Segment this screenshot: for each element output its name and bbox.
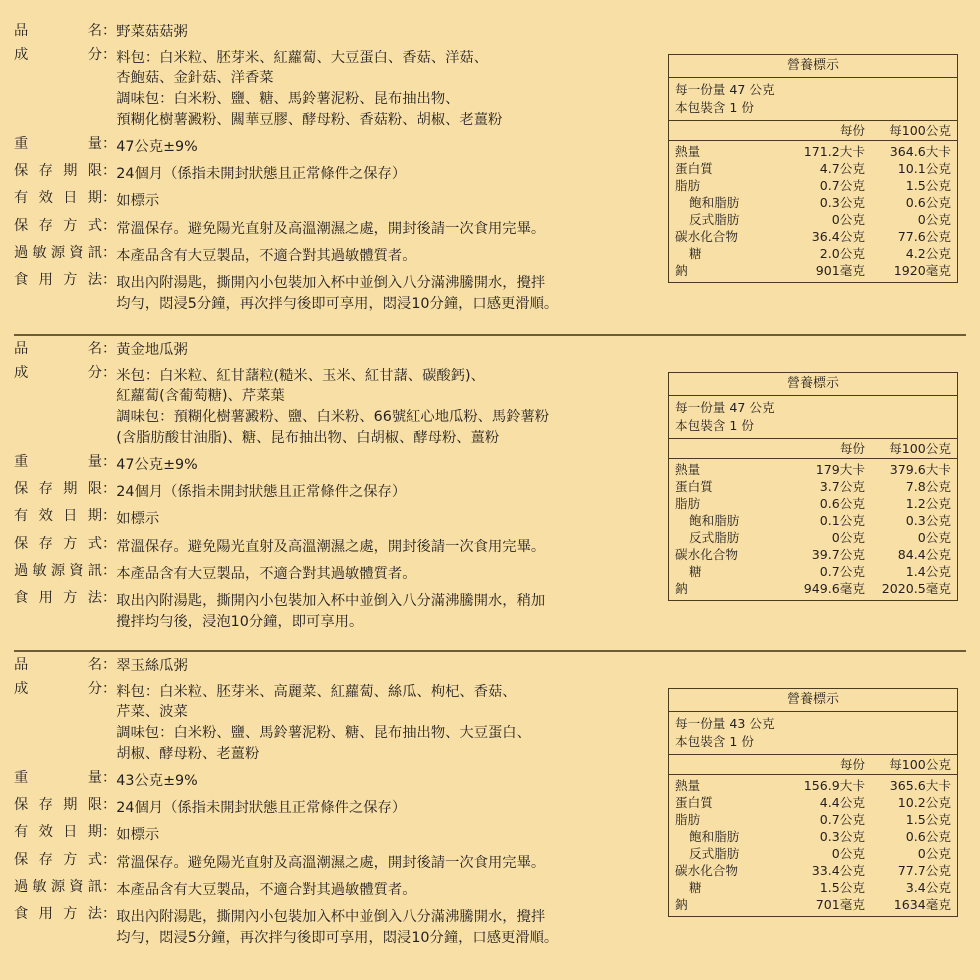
nutrient-name: 碳水化合物 (675, 228, 738, 244)
nutrient-per-100g: 0.3公克 (905, 512, 951, 528)
storage-method-label: 保 存 方 式 (14, 217, 102, 234)
nutrition-panel (668, 688, 958, 917)
nutrient-per-serving: 0公克 (831, 845, 865, 861)
expiry-date-line: 如標示 (116, 827, 160, 844)
colon: ： (102, 657, 117, 673)
shelf-life-value (116, 798, 674, 819)
ingredients-row (14, 682, 674, 765)
nutrition-row (675, 580, 951, 597)
ingredients-label: 成 分 (14, 46, 102, 63)
colon: ： (102, 364, 117, 381)
nutrient-name: 脂肪 (675, 177, 701, 193)
nutrition-header-blank (675, 123, 777, 139)
shelf-life-label: 保 存 期 限 (14, 481, 102, 498)
product-info (14, 24, 674, 315)
colon: ： (102, 508, 117, 525)
nutrition-header-blank (675, 757, 777, 773)
nutrient-name: 鈉 (675, 262, 688, 278)
allergen-info-row (14, 564, 674, 585)
nutrient-per-serving: 1.5公克 (819, 879, 865, 895)
nutrition-body (669, 459, 957, 599)
colon: ： (102, 136, 117, 153)
nutrition-row (675, 461, 951, 478)
nutrition-body (669, 775, 957, 915)
nutrient-per-100g: 0公克 (917, 211, 951, 227)
product-block (14, 334, 966, 650)
nutrient-name: 脂肪 (675, 811, 701, 827)
weight-label: 重 量 (14, 454, 102, 471)
allergen-info-label: 過 敏 源 資 訊 (14, 562, 102, 579)
expiry-date-label: 有 效 日 期 (14, 508, 102, 525)
usage-method-value (116, 907, 674, 948)
nutrient-per-serving: 0.6公克 (819, 495, 865, 511)
product-name-label: 品 名 (14, 341, 102, 357)
nutrition-header-per-100g: 每100公克 (889, 122, 951, 138)
storage-method-label: 保 存 方 式 (14, 535, 102, 552)
weight-line: 47公克±9% (116, 139, 198, 156)
ingredients-line: 紅蘿蔔(含葡萄糖)、芹菜葉 (116, 388, 285, 405)
nutrient-name: 蛋白質 (675, 794, 713, 810)
nutrition-row (675, 512, 951, 529)
nutrient-per-serving: 0公克 (831, 529, 865, 545)
ingredients-line: 料包：白米粒、胚芽米、高麗菜、紅蘿蔔、絲瓜、枸杞、香菇、 (116, 683, 517, 700)
usage-method-label: 食 用 方 法 (14, 906, 102, 923)
nutrient-name: 飽和脂肪 (689, 828, 740, 844)
nutrient-per-serving: 33.4公克 (811, 862, 865, 878)
nutrient-per-serving: 0.7公克 (819, 811, 865, 827)
nutrition-row (675, 862, 951, 879)
nutrient-per-serving: 171.2大卡 (803, 144, 865, 160)
nutrient-per-serving: 0.1公克 (819, 512, 865, 528)
expiry-date-label: 有 效 日 期 (14, 190, 102, 207)
nutrient-name: 反式脂肪 (689, 845, 740, 861)
colon: ： (102, 454, 117, 471)
product-name-line: 野菜菇菇粥 (116, 24, 188, 40)
colon: ： (102, 680, 117, 697)
nutrition-row (675, 228, 951, 245)
storage-method-row (14, 853, 674, 874)
serving-size: 每一份量 47 公克 (675, 400, 775, 416)
allergen-info-label: 過 敏 源 資 訊 (14, 878, 102, 895)
product-name-label: 品 名 (14, 657, 102, 673)
shelf-life-line: 24個月（係指未開封狀態且正常條件之保存） (116, 800, 407, 817)
ingredients-line: 芹菜、波菜 (116, 704, 188, 721)
shelf-life-value (116, 164, 674, 185)
nutrition-header-row (669, 439, 957, 460)
storage-method-value (116, 853, 674, 874)
nutrient-per-100g: 0.6公克 (905, 828, 951, 844)
expiry-date-value (116, 825, 674, 846)
nutrient-per-serving: 36.4公克 (811, 228, 865, 244)
nutrient-name: 鈉 (675, 896, 688, 912)
colon: ： (102, 851, 117, 868)
nutrition-row (675, 245, 951, 262)
colon: ： (102, 244, 117, 261)
nutrient-per-100g: 1920毫克 (893, 262, 951, 278)
nutrient-per-100g: 2020.5毫克 (881, 580, 951, 596)
shelf-life-label: 保 存 期 限 (14, 797, 102, 814)
product-name-row (14, 342, 674, 359)
shelf-life-label: 保 存 期 限 (14, 163, 102, 180)
nutrient-per-serving: 901毫克 (815, 262, 865, 278)
colon: ： (102, 562, 117, 579)
product-name-line: 翠玉絲瓜粥 (116, 658, 188, 674)
product-name-row (14, 24, 674, 41)
nutrition-header-row (669, 121, 957, 142)
ingredients-row (14, 48, 674, 131)
ingredients-row (14, 366, 674, 449)
nutrient-per-100g: 10.2公克 (897, 794, 951, 810)
allergen-info-line: 本產品含有大豆製品，不適合對其過敏體質者。 (116, 247, 417, 264)
nutrient-name: 鈉 (675, 580, 688, 596)
storage-method-label: 保 存 方 式 (14, 851, 102, 868)
weight-value (116, 455, 674, 476)
nutrient-per-100g: 364.6大卡 (889, 144, 951, 160)
weight-line: 47公克±9% (116, 457, 198, 474)
nutrient-per-100g: 0.6公克 (905, 194, 951, 210)
nutrition-row (675, 495, 951, 512)
ingredients-line: 胡椒、酵母粉、老薑粉 (116, 745, 260, 762)
nutrient-name: 蛋白質 (675, 478, 713, 494)
nutrient-per-100g: 1.4公克 (905, 563, 951, 579)
usage-method-row (14, 591, 674, 632)
weight-line: 43公克±9% (116, 773, 198, 790)
ingredients-label: 成 分 (14, 364, 102, 381)
shelf-life-line: 24個月（係指未開封狀態且正常條件之保存） (116, 166, 407, 183)
shelf-life-row (14, 164, 674, 185)
nutrition-panel (668, 54, 958, 283)
nutrition-header-per-100g: 每100公克 (889, 440, 951, 456)
nutrient-per-serving: 0.3公克 (819, 194, 865, 210)
product-block (14, 18, 966, 334)
usage-method-label: 食 用 方 法 (14, 272, 102, 289)
colon: ： (102, 878, 117, 895)
nutrition-header-per-100g: 每100公克 (889, 756, 951, 772)
nutrient-per-100g: 0公克 (917, 845, 951, 861)
nutrient-name: 碳水化合物 (675, 862, 738, 878)
nutrient-name: 飽和脂肪 (689, 512, 740, 528)
weight-row (14, 137, 674, 158)
serving-info (669, 712, 957, 754)
usage-method-line: 均勻，悶浸5分鐘，再次拌勻後即可享用，悶浸10分鐘，口感更滑順。 (116, 295, 559, 312)
allergen-info-row (14, 880, 674, 901)
allergen-info-line: 本產品含有大豆製品，不適合對其過敏體質者。 (116, 881, 417, 898)
expiry-date-row (14, 191, 674, 212)
colon: ： (102, 163, 117, 180)
nutrient-per-serving: 179大卡 (815, 462, 865, 478)
nutrition-header-blank (675, 441, 777, 457)
nutrient-per-serving: 0.7公克 (819, 563, 865, 579)
usage-method-value (116, 273, 674, 314)
nutrition-title: 營養標示 (669, 373, 957, 396)
nutrient-name: 反式脂肪 (689, 529, 740, 545)
nutrition-row (675, 177, 951, 194)
nutrient-per-serving: 3.7公克 (819, 478, 865, 494)
nutrition-row (675, 794, 951, 811)
allergen-info-label: 過 敏 源 資 訊 (14, 244, 102, 261)
nutrient-per-serving: 949.6毫克 (803, 580, 865, 596)
nutrition-row (675, 160, 951, 177)
weight-label: 重 量 (14, 136, 102, 153)
nutrition-row (675, 211, 951, 228)
nutrition-header-per-serving: 每份 (839, 756, 865, 772)
nutrition-row (675, 563, 951, 580)
nutrition-body (669, 141, 957, 281)
usage-method-label: 食 用 方 法 (14, 590, 102, 607)
shelf-life-value (116, 482, 674, 503)
product-name-label: 品 名 (14, 23, 102, 39)
usage-method-row (14, 273, 674, 314)
shelf-life-row (14, 482, 674, 503)
product-block (14, 650, 966, 966)
expiry-date-value (116, 509, 674, 530)
nutrition-panel (668, 372, 958, 601)
nutrient-name: 熱量 (675, 778, 701, 794)
shelf-life-row (14, 798, 674, 819)
serving-size: 每一份量 47 公克 (675, 82, 775, 98)
nutrient-name: 糖 (689, 879, 702, 895)
nutrient-per-serving: 4.4公克 (819, 794, 865, 810)
nutrient-per-100g: 1.5公克 (905, 811, 951, 827)
nutrient-per-100g: 1634毫克 (893, 896, 951, 912)
ingredients-value (116, 366, 674, 449)
storage-method-row (14, 219, 674, 240)
usage-method-line: 取出內附湯匙，撕開內小包裝加入杯中並倒入八分滿沸騰開水，稍加 (116, 593, 546, 610)
nutrient-name: 碳水化合物 (675, 546, 738, 562)
nutrient-per-100g: 1.2公克 (905, 495, 951, 511)
nutrient-name: 糖 (689, 563, 702, 579)
nutrient-per-100g: 0公克 (917, 529, 951, 545)
nutrition-row (675, 478, 951, 495)
colon: ： (102, 824, 117, 841)
serving-info (669, 396, 957, 438)
ingredients-value (116, 682, 674, 765)
weight-row (14, 771, 674, 792)
nutrient-per-serving: 701毫克 (815, 896, 865, 912)
nutrient-per-100g: 1.5公克 (905, 177, 951, 193)
allergen-info-line: 本產品含有大豆製品，不適合對其過敏體質者。 (116, 565, 417, 582)
product-name-row (14, 658, 674, 675)
nutrient-name: 脂肪 (675, 495, 701, 511)
nutrient-per-100g: 4.2公克 (905, 245, 951, 261)
nutrition-header-row (669, 755, 957, 776)
colon: ： (102, 481, 117, 498)
nutrition-row (675, 143, 951, 160)
colon: ： (102, 535, 117, 552)
product-name-line: 黃金地瓜粥 (116, 342, 188, 358)
nutrition-row (675, 811, 951, 828)
allergen-info-value (116, 880, 674, 901)
product-info (14, 658, 674, 949)
nutrition-row (675, 879, 951, 896)
nutrition-row (675, 845, 951, 862)
nutrition-row (675, 777, 951, 794)
expiry-date-line: 如標示 (116, 511, 160, 528)
nutrient-name: 熱量 (675, 462, 701, 478)
ingredients-line: 調味包：白米粉、鹽、糖、馬鈴薯泥粉、昆布抽出物、 (116, 91, 460, 108)
usage-method-line: 均勻，悶浸5分鐘，再次拌勻後即可享用，悶浸10分鐘，口感更滑順。 (116, 929, 559, 946)
product-name-value (116, 24, 674, 41)
nutrition-row (675, 828, 951, 845)
colon: ： (102, 797, 117, 814)
nutrition-title: 營養標示 (669, 689, 957, 712)
nutrition-row (675, 262, 951, 279)
ingredients-line: 杏鮑菇、金針菇、洋香菜 (116, 70, 274, 87)
nutrient-per-100g: 84.4公克 (897, 546, 951, 562)
usage-method-value (116, 591, 674, 632)
colon: ： (102, 217, 117, 234)
nutrient-per-serving: 39.7公克 (811, 546, 865, 562)
expiry-date-row (14, 509, 674, 530)
weight-value (116, 137, 674, 158)
storage-method-row (14, 537, 674, 558)
nutrient-per-serving: 0公克 (831, 211, 865, 227)
nutrition-row (675, 194, 951, 211)
allergen-info-value (116, 246, 674, 267)
ingredients-value (116, 48, 674, 131)
allergen-info-row (14, 246, 674, 267)
expiry-date-label: 有 效 日 期 (14, 824, 102, 841)
nutrient-name: 熱量 (675, 144, 701, 160)
nutrition-row (675, 529, 951, 546)
colon: ： (102, 190, 117, 207)
usage-method-line: 取出內附湯匙，撕開內小包裝加入杯中並倒入八分滿沸騰開水，攪拌 (116, 275, 546, 292)
product-name-value (116, 658, 674, 675)
colon: ： (102, 770, 117, 787)
nutrient-per-100g: 7.8公克 (905, 478, 951, 494)
usage-method-line: 攪拌均勻後，浸泡10分鐘，即可享用。 (116, 613, 364, 630)
nutrient-per-100g: 3.4公克 (905, 879, 951, 895)
nutrient-per-serving: 0.7公克 (819, 177, 865, 193)
nutrition-row (675, 896, 951, 913)
colon: ： (102, 906, 117, 923)
usage-method-row (14, 907, 674, 948)
colon: ： (102, 46, 117, 63)
nutrient-per-serving: 156.9大卡 (803, 778, 865, 794)
expiry-date-line: 如標示 (116, 193, 160, 210)
weight-value (116, 771, 674, 792)
colon: ： (102, 590, 117, 607)
weight-row (14, 455, 674, 476)
ingredients-line: 料包：白米粒、胚芽米、紅蘿蔔、大豆蛋白、香菇、洋菇、 (116, 49, 489, 66)
nutrient-per-100g: 77.6公克 (897, 228, 951, 244)
storage-method-line: 常溫保存。避免陽光直射及高溫潮濕之處，開封後請一次食用完畢。 (116, 220, 546, 237)
nutrition-title: 營養標示 (669, 55, 957, 78)
shelf-life-line: 24個月（係指未開封狀態且正常條件之保存） (116, 484, 407, 501)
storage-method-value (116, 219, 674, 240)
weight-label: 重 量 (14, 770, 102, 787)
nutrition-header-per-serving: 每份 (839, 122, 865, 138)
nutrition-row (675, 546, 951, 563)
storage-method-line: 常溫保存。避免陽光直射及高溫潮濕之處，開封後請一次食用完畢。 (116, 538, 546, 555)
ingredients-line: 調味包：白米粉、鹽、馬鈴薯泥粉、糖、昆布抽出物、大豆蛋白、 (116, 725, 531, 742)
allergen-info-value (116, 564, 674, 585)
ingredients-label: 成 分 (14, 680, 102, 697)
servings-per-pack: 本包裝含 1 份 (675, 733, 754, 749)
nutrient-per-100g: 77.7公克 (897, 862, 951, 878)
nutrient-name: 糖 (689, 245, 702, 261)
nutrient-per-serving: 4.7公克 (819, 160, 865, 176)
storage-method-line: 常溫保存。避免陽光直射及高溫潮濕之處，開封後請一次食用完畢。 (116, 854, 546, 871)
ingredients-line: (含脂肪酸甘油脂)、糖、昆布抽出物、白胡椒、酵母粉、薑粉 (116, 429, 500, 446)
nutrient-per-100g: 379.6大卡 (889, 462, 951, 478)
usage-method-line: 取出內附湯匙，撕開內小包裝加入杯中並倒入八分滿沸騰開水，攪拌 (116, 909, 546, 926)
servings-per-pack: 本包裝含 1 份 (675, 99, 754, 115)
nutrient-per-serving: 0.3公克 (819, 828, 865, 844)
serving-info (669, 78, 957, 120)
storage-method-value (116, 537, 674, 558)
ingredients-line: 米包：白米粒、紅甘藷粒(糙米、玉米、紅甘藷、碳酸鈣)、 (116, 367, 485, 384)
colon: ： (102, 341, 117, 357)
expiry-date-row (14, 825, 674, 846)
nutrient-name: 蛋白質 (675, 160, 713, 176)
product-list (14, 18, 966, 966)
nutrient-per-serving: 2.0公克 (819, 245, 865, 261)
ingredients-line: 預糊化樹薯澱粉、闗華豆膠、酵母粉、香菇粉、胡椒、老薑粉 (116, 111, 503, 128)
colon: ： (102, 272, 117, 289)
nutrient-name: 飽和脂肪 (689, 194, 740, 210)
servings-per-pack: 本包裝含 1 份 (675, 417, 754, 433)
nutrient-per-100g: 365.6大卡 (889, 778, 951, 794)
nutrient-name: 反式脂肪 (689, 211, 740, 227)
product-name-value (116, 342, 674, 359)
serving-size: 每一份量 43 公克 (675, 716, 775, 732)
nutrient-per-100g: 10.1公克 (897, 160, 951, 176)
product-info (14, 342, 674, 633)
expiry-date-value (116, 191, 674, 212)
colon: ： (102, 23, 117, 39)
nutrition-header-per-serving: 每份 (839, 440, 865, 456)
ingredients-line: 調味包：預糊化樹薯澱粉、鹽、白米粉、66號紅心地瓜粉、馬鈴薯粉 (116, 409, 550, 426)
